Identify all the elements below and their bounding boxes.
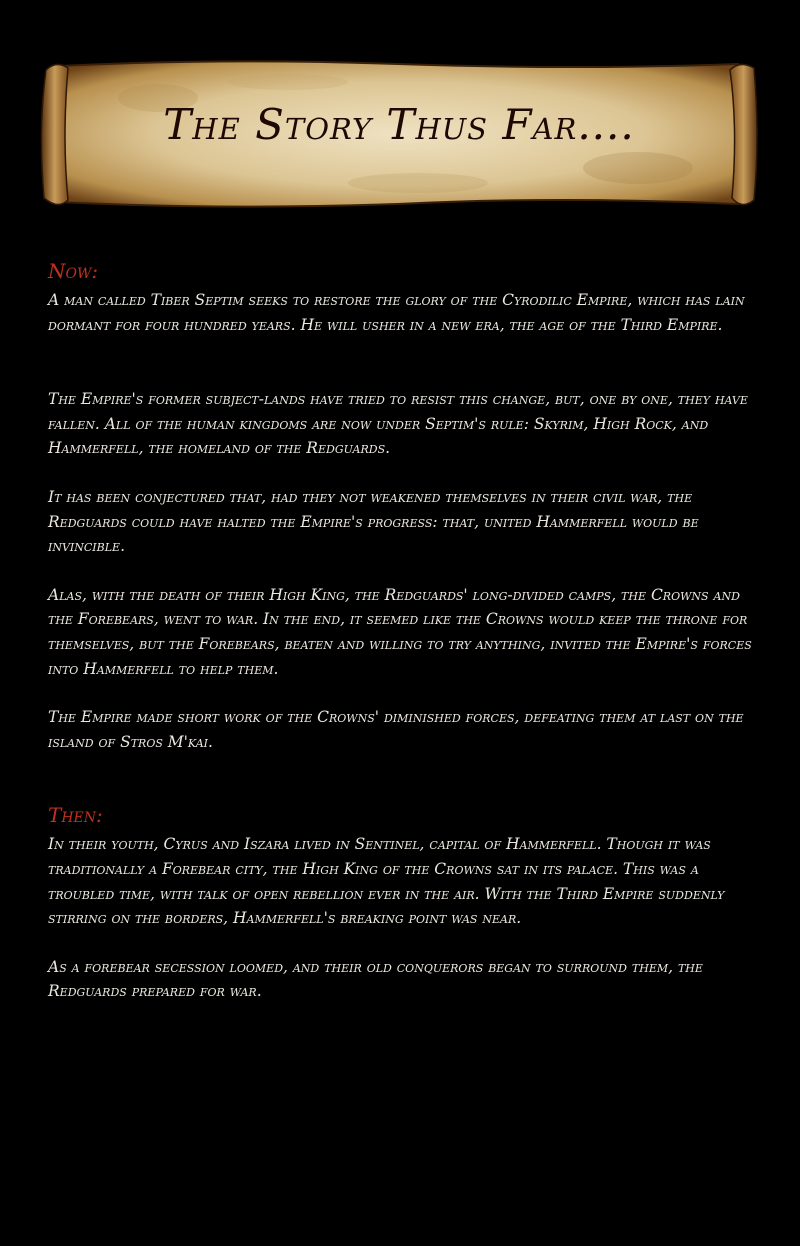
then-paragraph-2: As a forebear secession loomed, and their old conquerors began to surround them, the Redguards prepared for war. <box>48 957 703 1001</box>
now-paragraph-1: A man called Tiber Septim seeks to restore the glory of the Cyrodilic Empire, which has lain dormant for four hundred years. He will usher in a new era, the age of the Third Empire. <box>48 291 745 334</box>
now-paragraph-4: Alas, with the death of their High King, the Redguards' long-divided camps, the Crowns and the Forebears, went to war. In the end, it seemed like the Crowns would keep the throne for themselves, but the Forebears, beaten and willing to try anything, invited the Empire's forces into Hammerfell to help them. <box>48 585 752 678</box>
page-title: The Story Thus Far.... <box>163 100 635 149</box>
section-heading-then: Then: <box>48 803 103 828</box>
then-paragraph-1: In their youth, Cyrus and Iszara lived in Sentinel, capital of Hammerfell. Though it was traditionally a Forebear city, the High King of the Crowns sat in its palace. This was a troubled time, with talk of open rebellion ever in the air. With the Third Empire suddenly stirring on the borders, Hammerfell's breaking point was near. <box>48 835 725 928</box>
now-paragraph-3: It has been conjectured that, had they not weakened themselves in their civil war, the Redguards could have halted the Empire's progress: that, united Hammerfell would be invincible. <box>48 487 699 556</box>
story-content <box>48 258 760 1004</box>
parchment-scroll-banner <box>38 58 760 210</box>
now-paragraph-5: The Empire made short work of the Crowns' diminished forces, defeating them at last on the island of Stros M'kai. <box>48 708 744 751</box>
section-heading-now: Now: <box>48 259 99 283</box>
now-paragraph-2: The Empire's former subject-lands have tried to resist this change, but, one by one, they have fallen. All of the human kingdoms are now under Septim's rule: Skyrim, High Rock, and Hammerfell, the homeland of the Redguards. <box>48 390 748 458</box>
